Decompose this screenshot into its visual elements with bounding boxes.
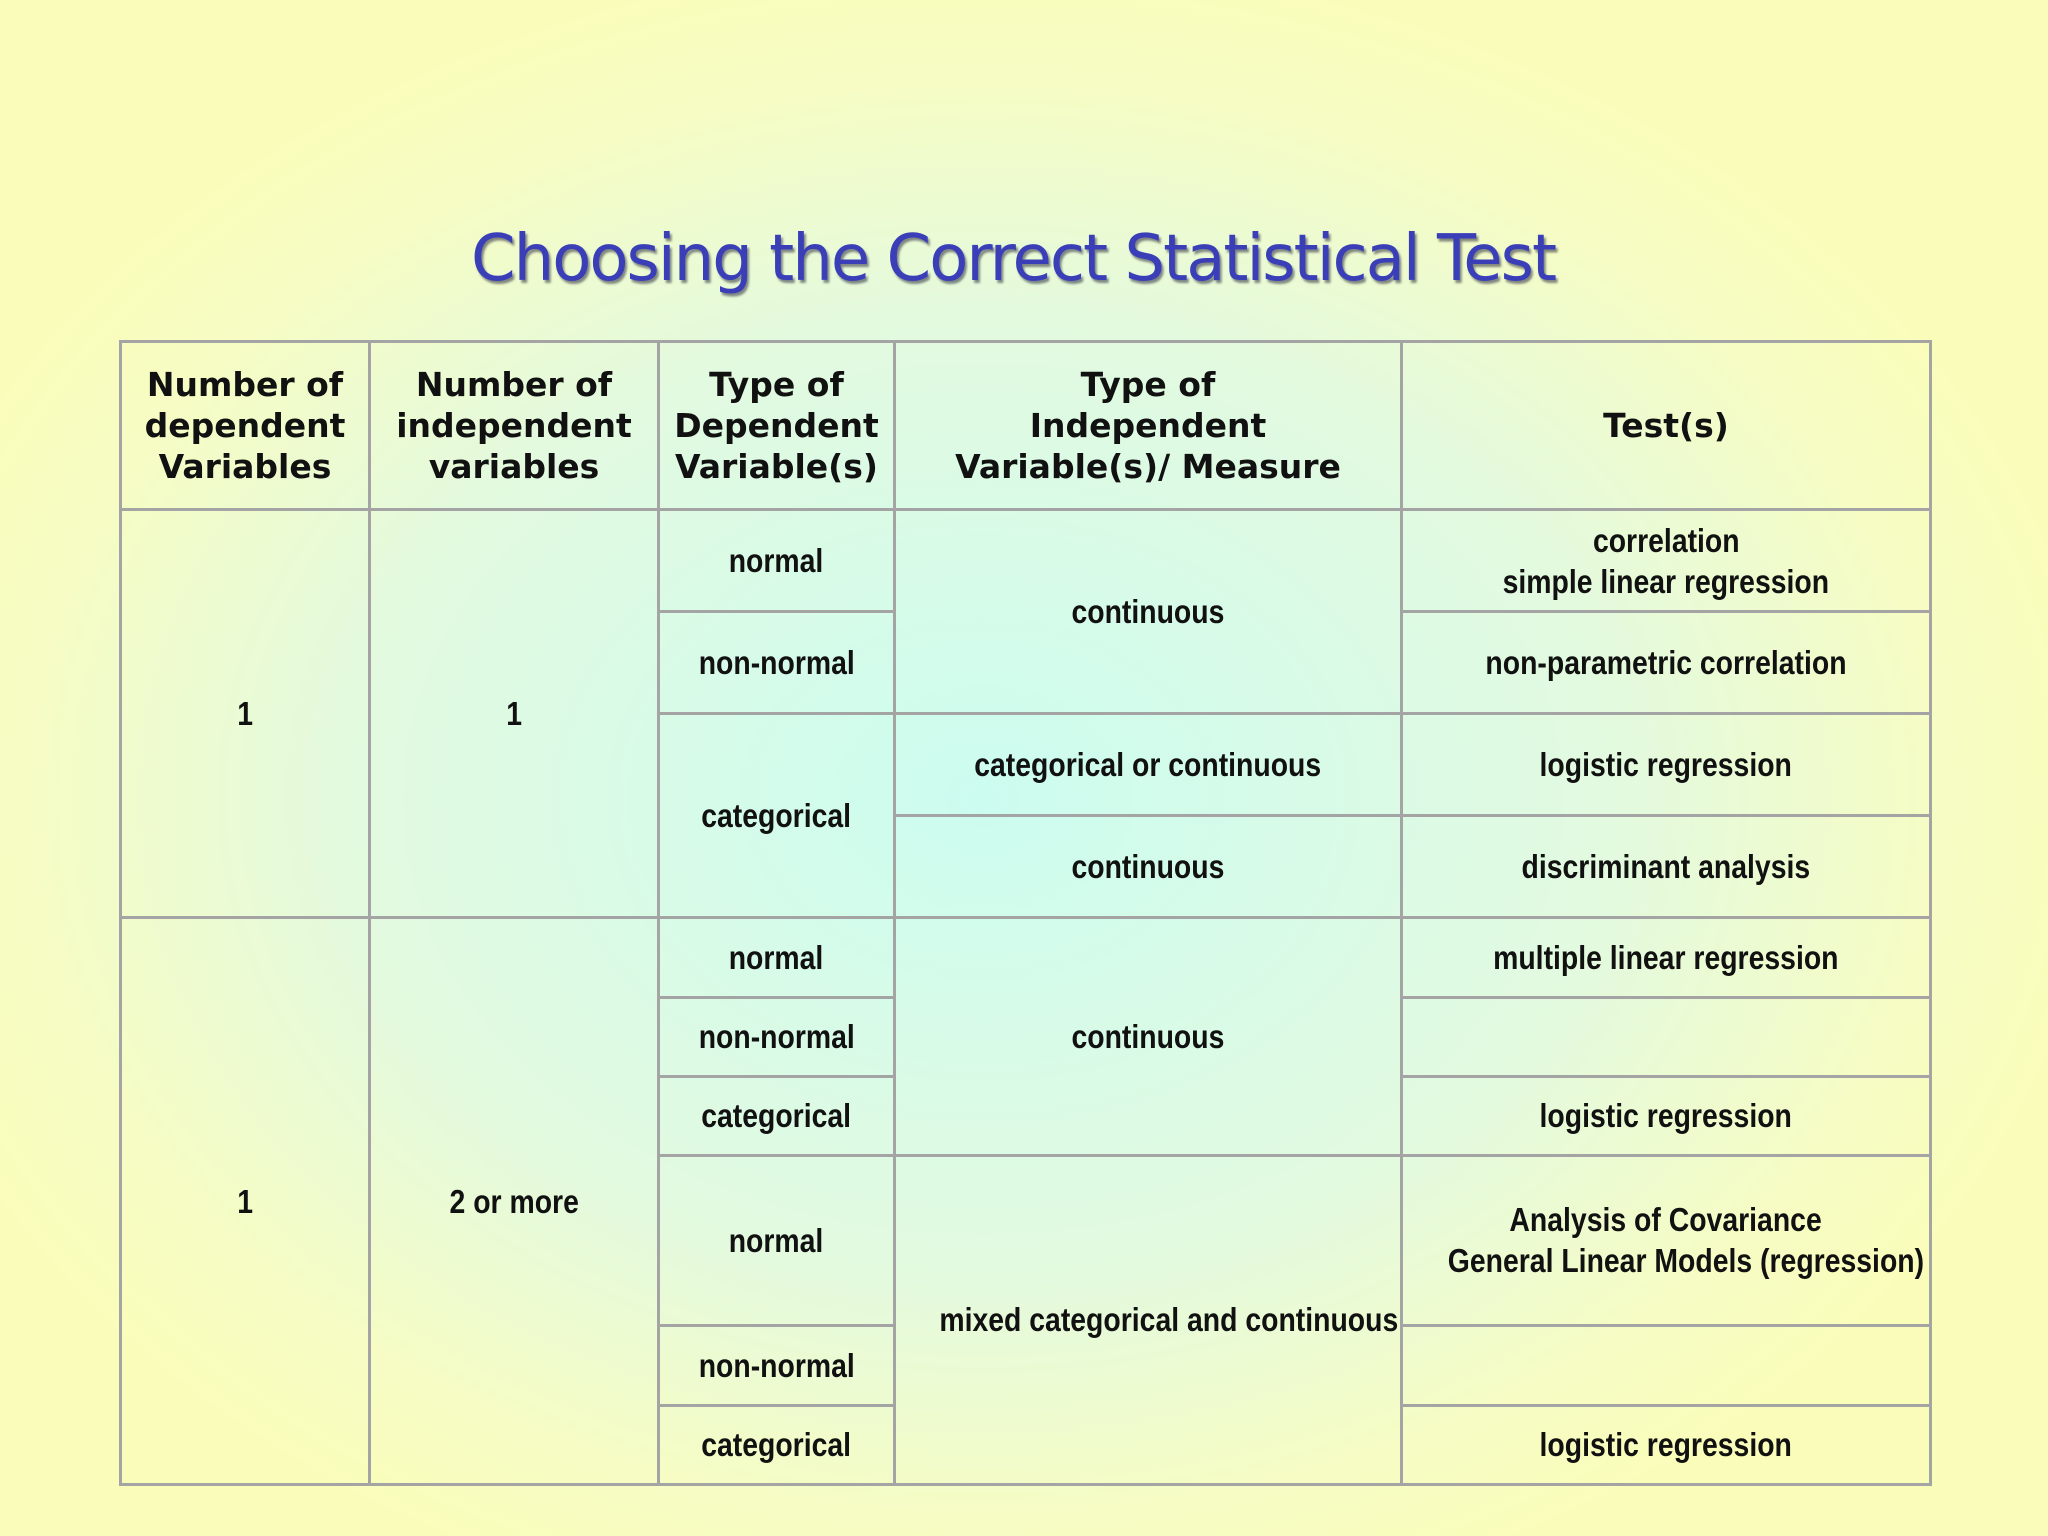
header-line: Variable(s)/ Measure: [955, 447, 1341, 487]
header-num-independent: [370, 342, 659, 510]
cell-text: continuous: [1071, 848, 1225, 886]
slide-title-text: Choosing the Correct Statistical Test: [470, 222, 1556, 296]
cell-text: categorical: [701, 1097, 852, 1135]
header-line: variables: [428, 447, 600, 487]
cell-text: mixed categorical and continuous: [939, 1301, 1399, 1339]
header-line: Independent: [1029, 406, 1267, 446]
section1-test-correlation: [1402, 510, 1931, 612]
cell-text: 2 or more: [449, 1182, 579, 1220]
section1-test-discriminant: [1402, 816, 1931, 918]
cell-text: normal: [729, 1221, 824, 1259]
cell-text: 1: [237, 1182, 253, 1220]
header-line: Variable(s): [675, 447, 878, 487]
header-type-dependent: [659, 342, 895, 510]
section2-num-dependent: [121, 918, 370, 1485]
section1-dep-normal: [659, 510, 895, 612]
section1-indep-continuous: [895, 510, 1402, 714]
header-row: [121, 342, 1931, 510]
section1-num-dependent: [121, 510, 370, 918]
section2-dep-categorical-a: [659, 1076, 895, 1155]
cell-text: non-normal: [698, 1346, 855, 1384]
cell-text: non-parametric correlation: [1485, 644, 1847, 682]
cell-text: normal: [729, 542, 824, 580]
section2-dep-categorical-b: [659, 1405, 895, 1484]
section2-indep-mixed: [895, 1155, 1402, 1484]
header-tests: [1402, 342, 1931, 510]
section2-test-ancova: [1402, 1155, 1931, 1325]
cell-text: continuous: [1071, 593, 1225, 631]
cell-text: logistic regression: [1539, 1097, 1793, 1135]
header-line: Type of: [709, 365, 844, 405]
cell-text: categorical or continuous: [974, 746, 1322, 784]
section2-dep-nonnormal-a: [659, 997, 895, 1076]
cell-text: non-normal: [698, 1018, 855, 1056]
cell-text: normal: [729, 938, 824, 976]
header-type-independent: [895, 342, 1402, 510]
cell-text: categorical: [701, 797, 852, 835]
section1-indep-continuous-b: [895, 816, 1402, 918]
header-line: Test(s): [1603, 406, 1729, 446]
cell-text: General Linear Models (regression): [1447, 1242, 1925, 1280]
cell-text: multiple linear regression: [1493, 938, 1839, 976]
slide-title: [0, 222, 2048, 296]
cell-text: correlation: [1592, 521, 1740, 559]
header-num-dependent: [121, 342, 370, 510]
cell-text: 1: [237, 695, 253, 733]
section1-num-independent: [370, 510, 659, 918]
section2-test-multiple-lr: [1402, 918, 1931, 997]
section2-num-independent: [370, 918, 659, 1485]
header-line: Type of: [1080, 365, 1216, 405]
cell-text: categorical: [701, 1426, 852, 1464]
cell-text: logistic regression: [1539, 746, 1793, 784]
cell-text: continuous: [1071, 1018, 1225, 1056]
header-line: independent: [396, 406, 632, 446]
header-line: Dependent: [674, 406, 879, 446]
header-line: Variables: [158, 447, 332, 487]
section2-test-blank-b: [1402, 1325, 1931, 1405]
section2-dep-nonnormal-b: [659, 1325, 895, 1405]
section2-test-logistic-b: [1402, 1405, 1931, 1484]
cell-text: 1: [506, 695, 522, 733]
section1-test-nonparametric: [1402, 612, 1931, 714]
section1-dep-nonnormal: [659, 612, 895, 714]
cell-text: non-normal: [698, 644, 855, 682]
cell-text: discriminant analysis: [1521, 848, 1811, 886]
section1-indep-cat-or-cont: [895, 714, 1402, 816]
section2-test-blank-a: [1402, 997, 1931, 1076]
section1-test-logistic: [1402, 714, 1931, 816]
cell-text: Analysis of Covariance: [1509, 1201, 1823, 1239]
cell-text: simple linear regression: [1502, 562, 1830, 600]
section2-dep-normal-b: [659, 1155, 895, 1325]
section1-dep-categorical: [659, 714, 895, 918]
section2-indep-continuous: [895, 918, 1402, 1155]
table-row: [121, 918, 1931, 997]
table-row: [121, 510, 1931, 612]
header-line: Number of: [146, 365, 344, 405]
header-line: Number of: [415, 365, 613, 405]
section2-test-logistic-a: [1402, 1076, 1931, 1155]
cell-text: logistic regression: [1539, 1426, 1793, 1464]
section2-dep-normal-a: [659, 918, 895, 997]
statistical-test-table: [119, 340, 1932, 1486]
header-line: dependent: [144, 406, 346, 446]
